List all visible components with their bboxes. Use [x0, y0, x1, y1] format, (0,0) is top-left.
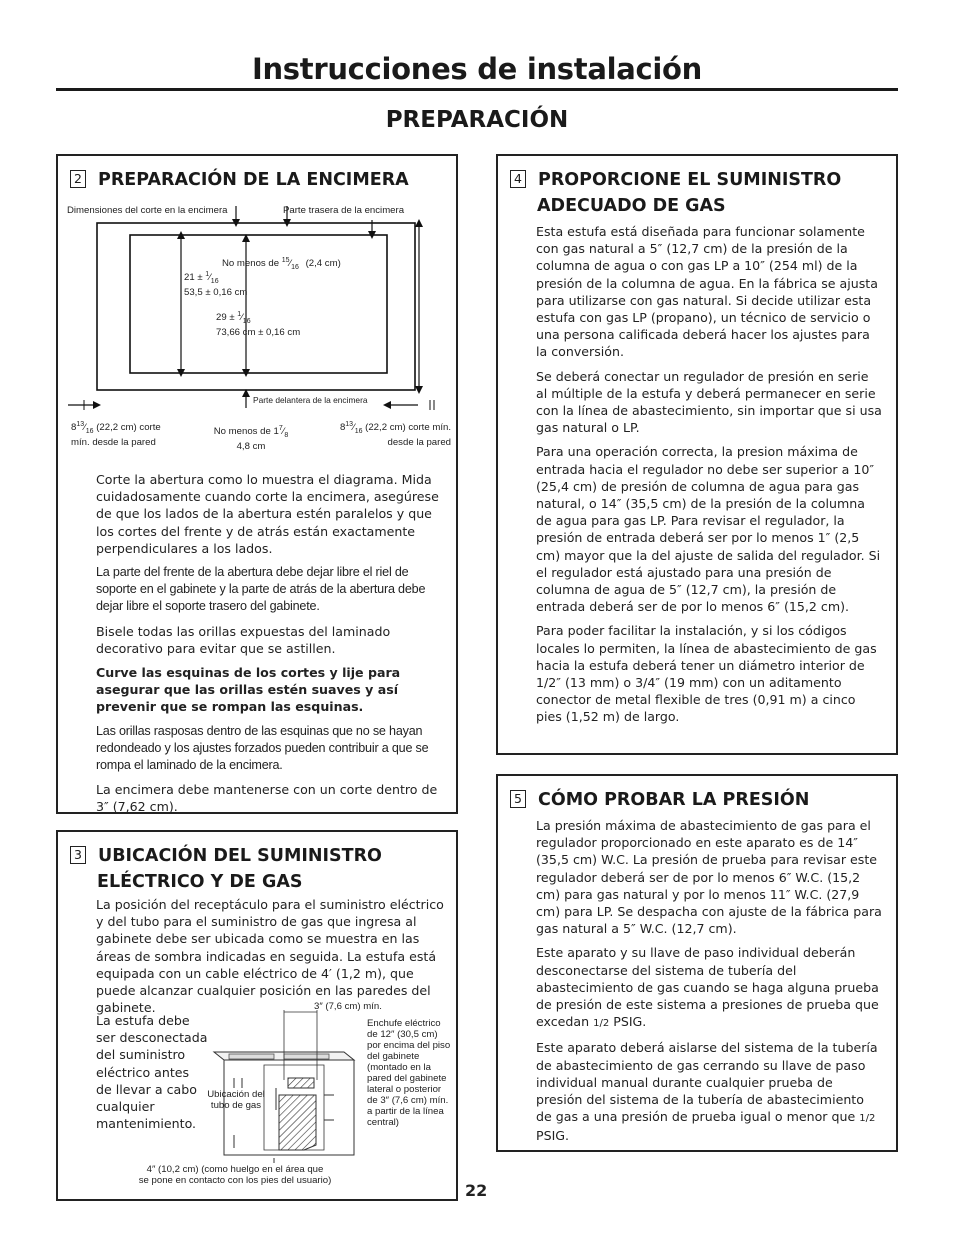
section-3-body: La posición del receptáculo para el suministro eléctrico y del tubo para el suministro de gas que ingresa al gabinete debe ser ubicada como se muestra en las áreas de sombra indicadas en seguida. La estufa está equipada con un cable eléctrico de 4′ (1,2 m), que puede alcanzar cualquier posición en las paredes del gabinete.: [96, 897, 444, 1016]
label-front-min: No menos de $1^7⁄_8$ 4,8 cm: [213, 425, 289, 453]
s5-paragraph: La presión máxima de abastecimiento de gas para el regulador proporcionado en este aparato es de 14″ (35,5 cm) W.C. La presión de prueba para revisar este regulador deberá ser de por lo menos 6″ W.C. (15,2 cm) para gas natural y por lo menos 11″ W.C. (27,9 cm) para LP. Se despacha con ajuste de la fábrica para gas natural a 5″ W.C. (12,7 cm).: [536, 818, 882, 937]
section-2-heading: [70, 167, 409, 193]
s4-paragraph: Esta estufa está diseñada para funcionar solamente con gas natural a 5″ (12,7 cm) de la presión de la columna de agua o con gas LP a 10″ (254 ml) de la presión de la columna de agua. En la fábrica se ajusta para utilizarse con gas natural. Si decide utilizar esta estufa con gas LP (propano), un técnico de servicio o una persona calificada deberá hacer los ajustes para la conversión.: [536, 224, 878, 360]
label-rear: Parte trasera de la encimera: [283, 205, 405, 216]
s2-paragraph: La encimera debe mantenerse con un corte dentro de 3″ (7,62 cm).: [96, 782, 438, 815]
section-3-heading: 3 UBICACIÓN DEL SUMINISTRO ELÉCTRICO Y DE GAS: [70, 843, 382, 895]
section-title: PREPARACIÓN: [385, 107, 569, 133]
s5-paragraph: Este aparato y su llave de paso individual deberán desconectarse del sistema de tubería del abastecimiento de gas cuando se haga alguna prueba de presión de este sistema a presiones de prueba que excedan 1/2 PSIG.: [536, 945, 879, 1030]
s5-paragraph: Este aparato deberá aislarse del sistema de la tubería de abastecimiento de gas cerrando su llave de paso individual manual durante cualquier prueba de presión del sistema de la tubería de abastecimiento de gas a una presión de prueba igual o menor que 1/2 PSIG.: [536, 1040, 878, 1144]
section-number: 4: [510, 170, 526, 188]
section-number: 3: [70, 846, 86, 864]
label-min-gap: No menos de $^{15}⁄_{16}$ (2,4 cm): [222, 257, 341, 272]
label-left-wall: $8^{13}⁄_{16}$ (22,2 cm) corte mín. desde la pared: [71, 421, 161, 449]
s2-paragraph: Corte la abertura como lo muestra el diagrama. Mida cuidadosamente cuando corte la encimera, asegúrese de que los lados de la abertura estén paralelos y que los cortes del frente y de atrás están exactamente perpendiculares a los lados.: [96, 472, 439, 556]
title-rule: [56, 88, 898, 91]
section-5-body: [536, 817, 882, 1152]
label-front: Parte delantera de la encimera: [253, 395, 368, 405]
s4-paragraph: Para poder facilitar la instalación, y si los códigos locales lo permiten, la línea de abastecimiento de gas hacia la estufa deberá tener un diámetro interior de 1/2″ (13 mm) o 3/4″ (19 mm) con un aditamento conector de metal flexible de tres (0,91 m) a cinco pies (1,52 m) de largo.: [536, 623, 877, 725]
s2-paragraph: La parte del frente de la abertura debe dejar libre el riel de soporte en el gabinete y la parte de atrás de la abertura debe dejar libre el soporte trasero del gabinete.: [96, 565, 426, 614]
section-5-heading: 5 CÓMO PROBAR LA PRESIÓN: [510, 787, 809, 813]
cabinet-supply-diagram: [204, 1000, 364, 1165]
s2-paragraph: Las orillas rasposas dentro de las esquinas que no se hayan redondeado y los ajustes forzados pueden contribuir a que se rompa el laminado de la encimera.: [96, 723, 429, 773]
label-toe-kick: 4″ (10,2 cm) (como huelgo en el área que se pone en contacto con los pies del usuario): [138, 1164, 332, 1186]
page-number: 22: [465, 1181, 488, 1200]
countertop-outline: [97, 223, 415, 390]
label-3in-min: 3″ (7,6 cm) mín.: [314, 1001, 382, 1012]
label-right-wall: $8^{13}⁄_{16}$ (22,2 cm) corte mín. desde la pared: [339, 421, 451, 449]
label-cut-dims: Dimensiones del corte en la encimera: [67, 205, 228, 216]
label-outlet: Enchufe eléctrico de 12″ (30,5 cm) por encima del piso del gabinete (montado en la pared del gabinete lateral o posterior de 3″ (7,6 cm) mín. a partir de la línea central): [367, 1018, 451, 1128]
label-width: $29 \pm ^1⁄_{16}$ 73,66 cm ± 0,16 cm: [216, 311, 301, 339]
section-number: 5: [510, 790, 526, 808]
s2-paragraph-bold: Curve las esquinas de los cortes y lije para asegurar que las orillas estén suaves y así prevenir que se rompan las esquinas.: [96, 665, 401, 715]
page-title: Instrucciones de instalación: [251, 52, 703, 86]
section-3-body-2: La estufa debe ser desconectada del suministro eléctrico antes de llevar a cabo cualquier mantenimiento.: [96, 1013, 208, 1132]
section-2-heading-text: PREPARACIÓN DE LA ENCIMERA: [98, 170, 409, 190]
section-number: 2: [70, 170, 86, 188]
s2-paragraph: Bisele todas las orillas expuestas del laminado decorativo para evitar que se astillen.: [96, 623, 391, 656]
s4-paragraph: Para una operación correcta, la presion máxima de entrada hacia el regulador no debe ser superior a 10″ (25,4 cm) de presión de columna de agua para gas natural, o 14″ (35,5 cm) de la presión de la columna de agua para gas LP. Para revisar el regulador, la presión de entrada deberá ser por lo menos 1″ (2,5 cm) mayor que la del ajuste de salida del regulador. Si el regulador está ajustado para una presión de columna de agua de 5″ (12,7 cm), la presión de entrada deberá ser de por lo menos 6″ (15,2 cm).: [536, 444, 881, 615]
label-depth: $21 \pm ^1⁄_{16}$ 53,5 ± 0,16 cm: [184, 271, 248, 299]
section-4-body: [536, 223, 882, 733]
s4-paragraph: Se deberá conectar un regulador de presión en serie al múltiple de la estufa y deberá permanecer en serie con la línea de abastecimiento, sin importar que si usa gas natural o LP.: [536, 368, 882, 436]
label-gas-location: Ubicación del tubo de gas: [207, 1089, 265, 1111]
section-4-heading: 4 PROPORCIONE EL SUMINISTRO ADECUADO DE GAS: [510, 167, 841, 219]
section-2-body: [96, 471, 442, 823]
